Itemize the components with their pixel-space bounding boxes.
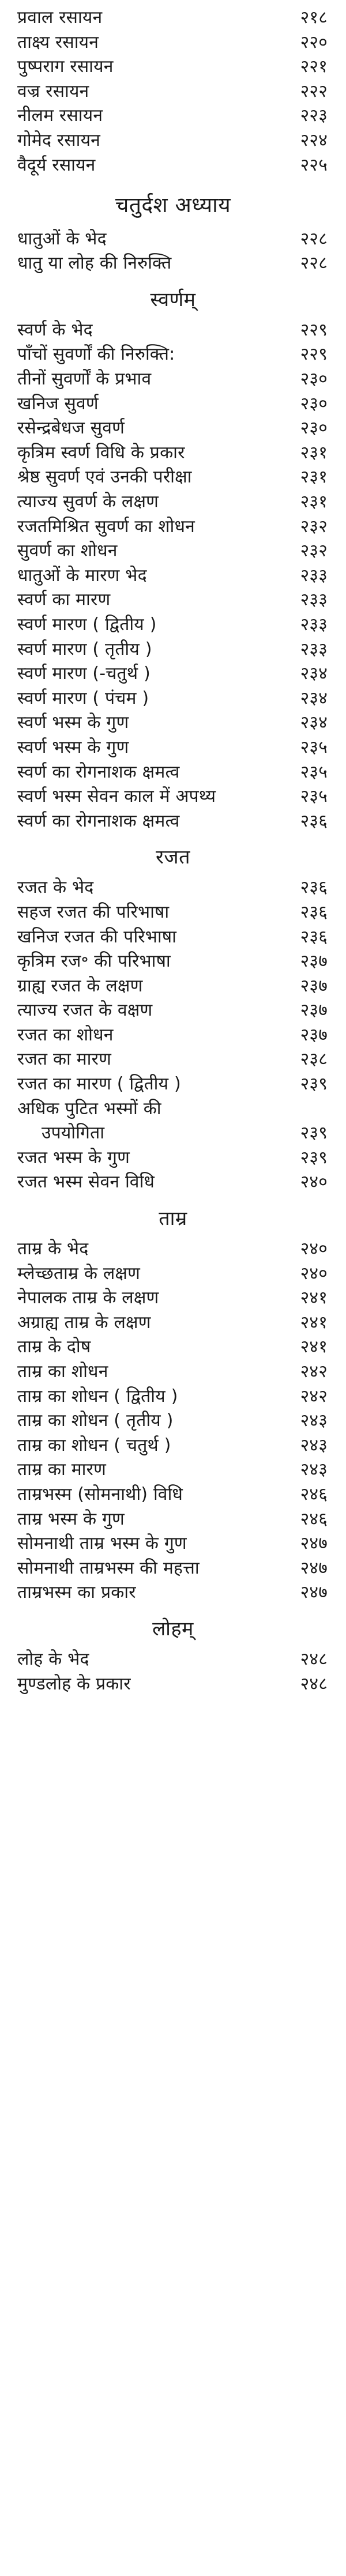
toc-entry-label: अग्राह्य ताम्र के लक्षण — [17, 1312, 151, 1333]
toc-entry-label: म्लेच्छताम्र के लक्षण — [17, 1263, 140, 1284]
toc-entry-label: प्रवाल रसायन — [17, 7, 103, 28]
toc-entry[interactable] — [15, 227, 331, 252]
toc-entry-page-number: २४१ — [300, 1288, 328, 1308]
section-heading: चतुर्दश अध्याय — [115, 193, 231, 218]
toc-entry-page-number: २३२ — [300, 516, 328, 537]
section-heading: रजत — [155, 846, 190, 869]
toc-entry-page-number: २४३ — [300, 1459, 328, 1480]
toc-entry[interactable] — [15, 876, 331, 900]
toc-entry-label: कृत्रिम रज॰ की परिभाषा — [17, 951, 171, 972]
toc-entry-label: खनिज सुवर्ण — [17, 393, 99, 414]
toc-entry-label: मुण्डलोह के प्रकार — [17, 1673, 131, 1694]
toc-entry[interactable] — [15, 490, 331, 515]
toc-entry-page-number: २२३ — [300, 105, 328, 126]
toc-entry[interactable] — [15, 31, 331, 55]
toc-entry-label: गोमेद रसायन — [17, 130, 101, 150]
toc-entry[interactable] — [15, 1507, 331, 1532]
toc-entry-label: रजत के भेद — [17, 877, 94, 898]
toc-entry-label: स्वर्ण मारण (-चतुर्थ ) — [17, 663, 151, 684]
toc-entry-page-number: २३३ — [300, 590, 328, 610]
toc-entry-label: रजतमिश्रित सुवर्ण का शोधन — [17, 516, 195, 537]
toc-entry[interactable] — [15, 1483, 331, 1507]
toc-entry[interactable] — [15, 974, 331, 999]
toc-entry-page-number: २३० — [300, 418, 328, 439]
toc-entry[interactable] — [15, 638, 331, 662]
toc-entry[interactable] — [15, 1023, 331, 1048]
toc-entry-page-number: २३१ — [300, 467, 328, 488]
toc-entry-label: धातु या लोह की निरुक्ति — [17, 253, 172, 274]
toc-entry-page-number: २२५ — [300, 154, 328, 175]
toc-entry[interactable] — [15, 687, 331, 711]
toc-entry-label: श्रेष्ठ सुवर्ण एवं उनकी परीक्षा — [17, 467, 192, 488]
toc-entry[interactable] — [15, 539, 331, 564]
toc-entry-label: कृत्रिम स्वर्ण विधि के प्रकार — [17, 442, 185, 463]
toc-entry-label: ताम्रभस्म का प्रकार — [17, 1582, 136, 1603]
toc-entry-page-number: २३५ — [300, 737, 328, 757]
toc-entry-page-number: २३६ — [300, 810, 328, 831]
toc-entry[interactable] — [15, 1047, 331, 1072]
toc-entry-page-number: २४७ — [300, 1557, 328, 1578]
toc-entry-label: नेपालक ताम्र के लक्षण — [17, 1288, 159, 1308]
toc-entry-page-number: २४३ — [300, 1435, 328, 1455]
toc-entry-label: रजत का शोधन — [17, 1024, 114, 1045]
toc-entry[interactable] — [15, 613, 331, 638]
toc-entry-label: खनिज रजत की परिभाषा — [17, 926, 177, 947]
toc-entry-label: रजत का मारण — [17, 1049, 111, 1070]
toc-entry-label: स्वर्ण मारण ( द्वितीय ) — [17, 614, 157, 635]
section-heading: लोहम् — [152, 1617, 194, 1640]
toc-entry-page-number: २३८ — [300, 1049, 328, 1070]
toc-entry[interactable] — [15, 1072, 331, 1097]
toc-entry-label: धातुओं के भेद — [17, 228, 107, 249]
toc-entry-label: स्वर्ण भस्म के गुण — [17, 737, 129, 757]
toc-entry[interactable] — [15, 1458, 331, 1483]
table-of-contents — [15, 6, 331, 1696]
toc-entry[interactable] — [15, 1335, 331, 1360]
toc-entry[interactable] — [15, 1237, 331, 1262]
toc-entry[interactable] — [15, 949, 331, 974]
toc-entry[interactable] — [15, 1121, 331, 1146]
toc-entry[interactable] — [15, 785, 331, 809]
toc-entry-page-number: २१८ — [300, 7, 328, 28]
toc-entry[interactable] — [15, 1556, 331, 1581]
toc-entry-label: रजत का मारण ( द्वितीय ) — [17, 1074, 181, 1095]
toc-entry[interactable] — [15, 1360, 331, 1385]
toc-entry[interactable] — [15, 1146, 331, 1171]
toc-entry[interactable] — [15, 1385, 331, 1409]
toc-entry-label: ताम्रभस्म (सोमनाथी) विधि — [17, 1484, 183, 1504]
toc-entry-page-number: २३७ — [300, 1000, 328, 1021]
toc-entry-page-number: २२८ — [300, 253, 328, 274]
toc-entry[interactable] — [15, 925, 331, 950]
toc-entry-label: स्वर्ण भस्म सेवन काल में अपथ्य — [17, 786, 216, 807]
toc-entry[interactable] — [15, 900, 331, 925]
toc-entry-page-number: २३२ — [300, 541, 328, 561]
toc-entry[interactable] — [15, 55, 331, 80]
toc-entry-page-number: २४१ — [300, 1337, 328, 1357]
toc-entry-label: ताम्र का शोधन ( चतुर्थ ) — [17, 1435, 171, 1455]
toc-entry-page-number: २३१ — [300, 442, 328, 463]
toc-entry-label: तीनों सुवर्णों के प्रभाव — [17, 369, 152, 390]
toc-entry-page-number: २३७ — [300, 975, 328, 996]
toc-entry-label: पुष्पराग रसायन — [17, 56, 114, 77]
toc-entry[interactable] — [15, 153, 331, 178]
toc-entry[interactable] — [15, 564, 331, 589]
toc-entry-label: सोमनाथी ताम्र भस्म के गुण — [17, 1533, 187, 1554]
toc-entry-page-number: २३६ — [300, 902, 328, 922]
toc-entry-page-number: २२० — [300, 32, 328, 52]
toc-entry-page-number: २३० — [300, 369, 328, 390]
toc-entry[interactable] — [15, 1170, 331, 1195]
toc-entry[interactable] — [15, 515, 331, 540]
toc-entry[interactable] — [15, 1409, 331, 1434]
toc-entry-label: वज्र रसायन — [17, 81, 89, 101]
toc-entry-page-number: २४७ — [300, 1582, 328, 1603]
toc-entry-label: ग्राह्य रजत के लक्षण — [17, 975, 143, 996]
toc-entry-page-number: २३० — [300, 393, 328, 414]
toc-entry[interactable] — [15, 80, 331, 104]
toc-entry[interactable] — [15, 392, 331, 417]
toc-entry[interactable] — [15, 588, 331, 613]
toc-entry-page-number: २३३ — [300, 639, 328, 659]
toc-entry-label: सुवर्ण का शोधन — [17, 541, 118, 561]
toc-entry-label: स्वर्ण मारण ( पंचम ) — [17, 688, 149, 708]
toc-entry-page-number: २२९ — [300, 344, 328, 365]
toc-entry-label: वैदूर्य रसायन — [17, 154, 96, 175]
toc-entry-label: नीलम रसायन — [17, 105, 103, 126]
toc-entry[interactable] — [15, 1434, 331, 1458]
toc-entry-page-number: २२४ — [300, 130, 328, 150]
toc-entry[interactable] — [15, 416, 331, 441]
toc-entry[interactable] — [15, 104, 331, 129]
toc-entry-label: स्वर्ण का मारण — [17, 590, 111, 610]
toc-entry-page-number: २३७ — [300, 1024, 328, 1045]
toc-entry[interactable] — [15, 129, 331, 153]
toc-entry-label: रजत भस्म के गुण — [17, 1147, 130, 1168]
toc-entry[interactable] — [15, 342, 331, 367]
toc-entry-label: सोमनाथी ताम्रभस्म की महत्ता — [17, 1557, 200, 1578]
toc-entry-page-number: २३५ — [300, 761, 328, 782]
toc-entry-page-number: २४६ — [300, 1508, 328, 1529]
toc-entry-page-number: २२२ — [300, 81, 328, 101]
toc-entry[interactable] — [15, 318, 331, 343]
toc-entry-page-number: २३५ — [300, 786, 328, 807]
toc-entry-page-number: २२८ — [300, 228, 328, 249]
toc-entry[interactable] — [15, 662, 331, 687]
toc-entry[interactable] — [15, 760, 331, 785]
toc-entry-page-number: २४२ — [300, 1386, 328, 1406]
toc-entry-label: ताक्ष्य रसायन — [17, 32, 99, 52]
toc-entry-page-number: २३६ — [300, 877, 328, 898]
toc-entry[interactable] — [15, 1581, 331, 1605]
toc-entry[interactable] — [15, 809, 331, 834]
toc-entry-label: स्वर्ण के भेद — [17, 319, 93, 340]
toc-entry[interactable] — [15, 1532, 331, 1556]
toc-entry-label: त्याज्य सुवर्ण के लक्षण — [17, 492, 159, 512]
toc-entry-page-number: २३६ — [300, 926, 328, 947]
toc-entry-label: सहज रजत की परिभाषा — [17, 902, 170, 922]
toc-entry-page-number: २४८ — [300, 1673, 328, 1694]
toc-entry-page-number: २४१ — [300, 1312, 328, 1333]
toc-entry-label: स्वर्ण मारण ( तृतीय ) — [17, 639, 152, 659]
toc-entry-page-number: २४० — [300, 1263, 328, 1284]
toc-entry-page-number: २३४ — [300, 663, 328, 684]
toc-entry-page-number: २३९ — [300, 1123, 328, 1144]
toc-entry[interactable] — [15, 367, 331, 392]
section-heading: स्वर्णम् — [150, 288, 196, 311]
toc-entry-page-number: २४० — [300, 1172, 328, 1193]
toc-entry-label: ताम्र के दोष — [17, 1337, 91, 1357]
toc-entry-page-number: २४३ — [300, 1410, 328, 1431]
toc-entry-label: ताम्र भस्म के गुण — [17, 1508, 125, 1529]
toc-entry[interactable] — [15, 736, 331, 760]
toc-entry-label: स्वर्ण भस्म के गुण — [17, 712, 129, 733]
toc-entry[interactable] — [15, 6, 331, 31]
toc-entry-label: ताम्र का शोधन ( द्वितीय ) — [17, 1386, 178, 1406]
toc-entry-label: उपयोगिता — [42, 1123, 105, 1144]
toc-entry[interactable] — [15, 441, 331, 466]
toc-entry-label: ताम्र का शोधन — [17, 1361, 108, 1382]
toc-entry[interactable] — [15, 1262, 331, 1287]
toc-entry-label: पाँचों सुवर्णों की निरुक्ति: — [17, 344, 175, 365]
toc-entry-page-number: २४० — [300, 1239, 328, 1259]
toc-entry-page-number: २२९ — [300, 319, 328, 340]
toc-entry[interactable] — [15, 1097, 331, 1122]
toc-entry-label: ताम्र के भेद — [17, 1239, 89, 1259]
toc-entry[interactable] — [15, 711, 331, 736]
toc-entry-label: धातुओं के मारण भेद — [17, 565, 147, 586]
toc-entry-label: ताम्र का मारण — [17, 1459, 106, 1480]
toc-entry[interactable] — [15, 465, 331, 490]
toc-entry-label: लोह के भेद — [17, 1649, 89, 1669]
toc-entry[interactable] — [15, 998, 331, 1023]
toc-entry-page-number: २४२ — [300, 1361, 328, 1382]
toc-entry-label: ताम्र का शोधन ( तृतीय ) — [17, 1410, 174, 1431]
toc-entry[interactable] — [15, 1286, 331, 1311]
section-heading: ताम्र — [159, 1207, 187, 1231]
toc-entry-page-number: २३१ — [300, 492, 328, 512]
toc-entry-page-number: २४६ — [300, 1484, 328, 1504]
toc-entry-label: त्याज्य रजत के वक्षण — [17, 1000, 153, 1021]
toc-entry-label: रसेन्द्रबेधज सुवर्ण — [17, 418, 125, 439]
toc-entry-label: स्वर्ण का रोगनाशक क्षमत्व — [17, 810, 180, 831]
toc-entry-label: स्वर्ण का रोगनाशक क्षमत्व — [17, 761, 180, 782]
toc-entry-page-number: २३३ — [300, 614, 328, 635]
toc-entry-page-number: २३४ — [300, 712, 328, 733]
toc-entry-page-number: २४८ — [300, 1649, 328, 1669]
toc-entry-page-number: २२१ — [300, 56, 328, 77]
toc-entry[interactable] — [15, 1311, 331, 1336]
toc-entry-label: रजत भस्म सेवन विधि — [17, 1172, 155, 1193]
toc-entry[interactable] — [15, 251, 331, 276]
toc-entry-page-number: २४७ — [300, 1533, 328, 1554]
toc-entry-page-number: २३७ — [300, 951, 328, 972]
toc-entry-page-number: २३९ — [300, 1147, 328, 1168]
toc-entry-page-number: २३३ — [300, 565, 328, 586]
toc-entry[interactable] — [15, 1672, 331, 1697]
toc-entry-label: अधिक पुटित भस्मों की — [17, 1098, 161, 1119]
toc-entry-page-number: २३९ — [300, 1074, 328, 1095]
toc-entry[interactable] — [15, 1647, 331, 1672]
toc-entry-page-number: २३४ — [300, 688, 328, 708]
